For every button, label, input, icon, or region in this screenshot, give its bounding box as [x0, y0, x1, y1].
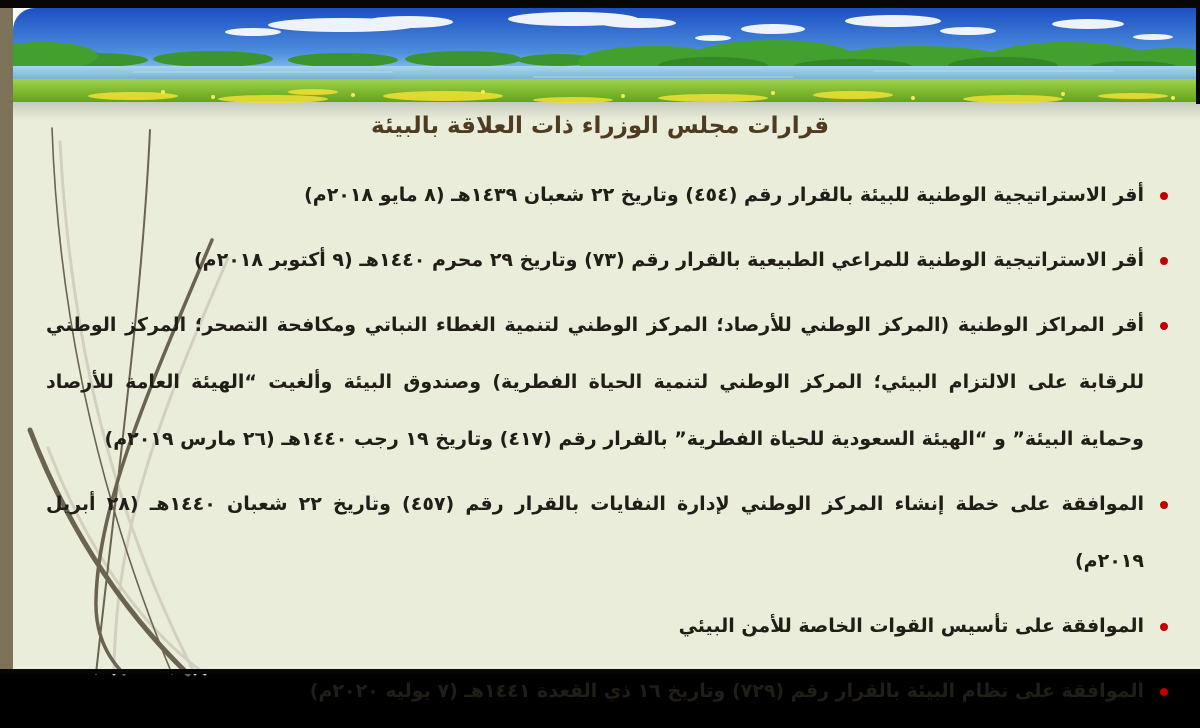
list-item-text: الموافقة على خطة إنشاء المركز الوطني لإدارة النفايات بالقرار رقم (٤٥٧) وتاريخ ٢٢ شعبان ١٤٤٠هـ (٢٨ أبريل ٢٠١٩م) — [46, 493, 1144, 572]
bullet-dot-icon — [1160, 192, 1168, 200]
list-item — [46, 232, 1174, 289]
list-item — [46, 598, 1174, 655]
slide-title: قرارات مجلس الوزراء ذات العلاقة بالبيئة — [370, 113, 830, 139]
list-item — [46, 297, 1174, 468]
list-item — [46, 167, 1174, 224]
bullet-dot-icon — [1160, 623, 1168, 631]
bullet-dot-icon — [1160, 322, 1168, 330]
left-accent-strip — [0, 0, 13, 674]
list-item-text: أقر المراكز الوطنية (المركز الوطني للأرصاد؛ المركز الوطني لتنمية الغطاء النباتي ومكافحة التصحر؛ المركز الوطني للرقابة على الالتزام البيئي؛ المركز الوطني لتنمية الحياة الفطرية) وصندوق البيئة وألغيت “الهيئة العامة للأرصاد وحماية البيئة” و “الهيئة السعودية للحياة الفطرية” بالقرار رقم (٤١٧) وتاريخ ١٩ رجب ١٤٤٠هـ (٢٦ مارس ٢٠١٩م) — [46, 314, 1144, 450]
list-item-text: أقر الاستراتيجية الوطنية للمراعي الطبيعية بالقرار رقم (٧٣) وتاريخ ٢٩ محرم ١٤٤٠هـ (٩ أكتوبر ٢٠١٨م) — [193, 249, 1144, 271]
right-letterbox-sliver — [1196, 0, 1200, 104]
decision-list — [46, 167, 1174, 728]
bottom-letterbox-bar — [0, 669, 1200, 674]
bullet-dot-icon — [1160, 688, 1168, 696]
top-letterbox-bar — [0, 0, 1200, 8]
bullet-dot-icon — [1160, 257, 1168, 265]
list-item-text: أقر الاستراتيجية الوطنية للبيئة بالقرار رقم (٤٥٤) وتاريخ ٢٢ شعبان ١٤٣٩هـ (٨ مايو ٢٠١٨م) — [304, 184, 1144, 206]
list-item-text: الموافقة على تأسيس القوات الخاصة للأمن البيئي — [678, 615, 1144, 637]
nature-banner-image — [13, 8, 1200, 102]
bullet-dot-icon — [1160, 501, 1168, 509]
list-item — [46, 476, 1174, 590]
list-item-text: الموافقة على نظام البيئة بالقرار رقم (٧٢٩) وتاريخ ١٦ ذي القعدة ١٤٤١هـ (٧ يوليه ٢٠٢٠م) — [309, 680, 1144, 702]
